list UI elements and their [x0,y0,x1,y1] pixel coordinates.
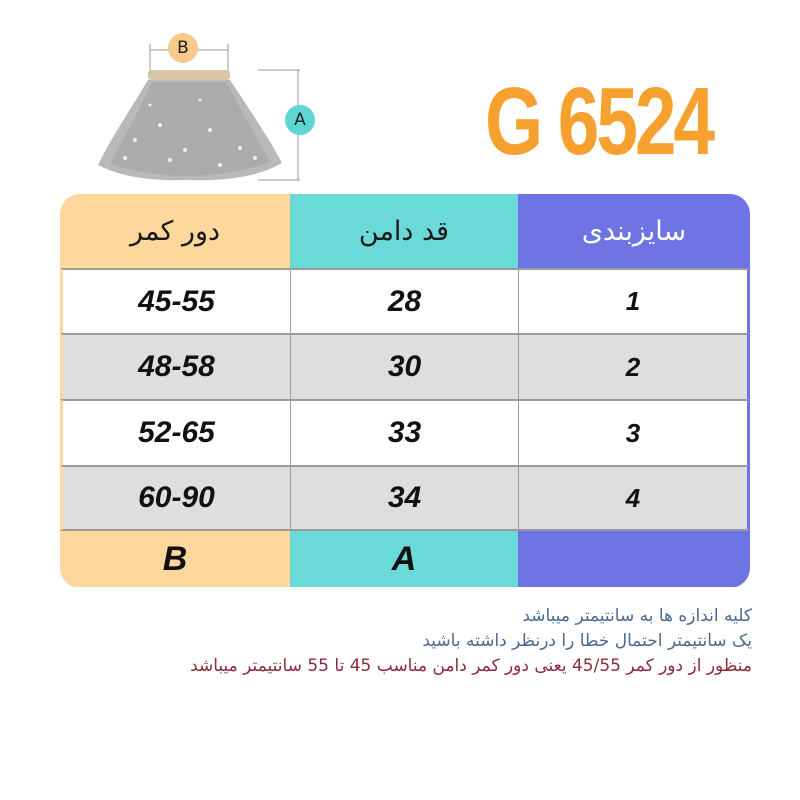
label-b-circle: B [168,33,198,63]
table-cell-waist: 60-90 [60,465,290,531]
header-waist: دور کمر [60,194,290,268]
note-line: منظور از دور کمر 45/55 یعنی دور کمر دامن مناسب 45 تا 55 سانتیمتر میباشد [190,656,752,676]
skirt-illustration [90,30,330,190]
footer-size-label [518,531,750,587]
note-line: یک سانتیمتر احتمال خطا را درنظر داشته باشید [422,631,752,651]
footer-waist-label: B [60,531,290,587]
footer-length-label: A [290,531,518,587]
label-a-circle: A [285,105,315,135]
table-cell-size: 2 [518,333,750,399]
table-cell-waist: 48-58 [60,333,290,399]
note-line: کلیه اندازه ها به سانتیمتر میباشد [522,606,752,626]
product-code-title: G 6524 [485,68,712,175]
table-cell-waist: 52-65 [60,399,290,465]
table-cell-length: 33 [290,399,518,465]
table-cell-length: 34 [290,465,518,531]
table-cell-length: 28 [290,268,518,333]
table-cell-size: 4 [518,465,750,531]
size-table [60,194,750,588]
table-cell-size: 1 [518,268,750,333]
table-cell-waist: 45-55 [60,268,290,333]
header-size: سایزبندی [518,194,750,268]
table-cell-size: 3 [518,399,750,465]
size-notes [42,604,752,679]
header-length: قد دامن [290,194,518,268]
table-cell-length: 30 [290,333,518,399]
